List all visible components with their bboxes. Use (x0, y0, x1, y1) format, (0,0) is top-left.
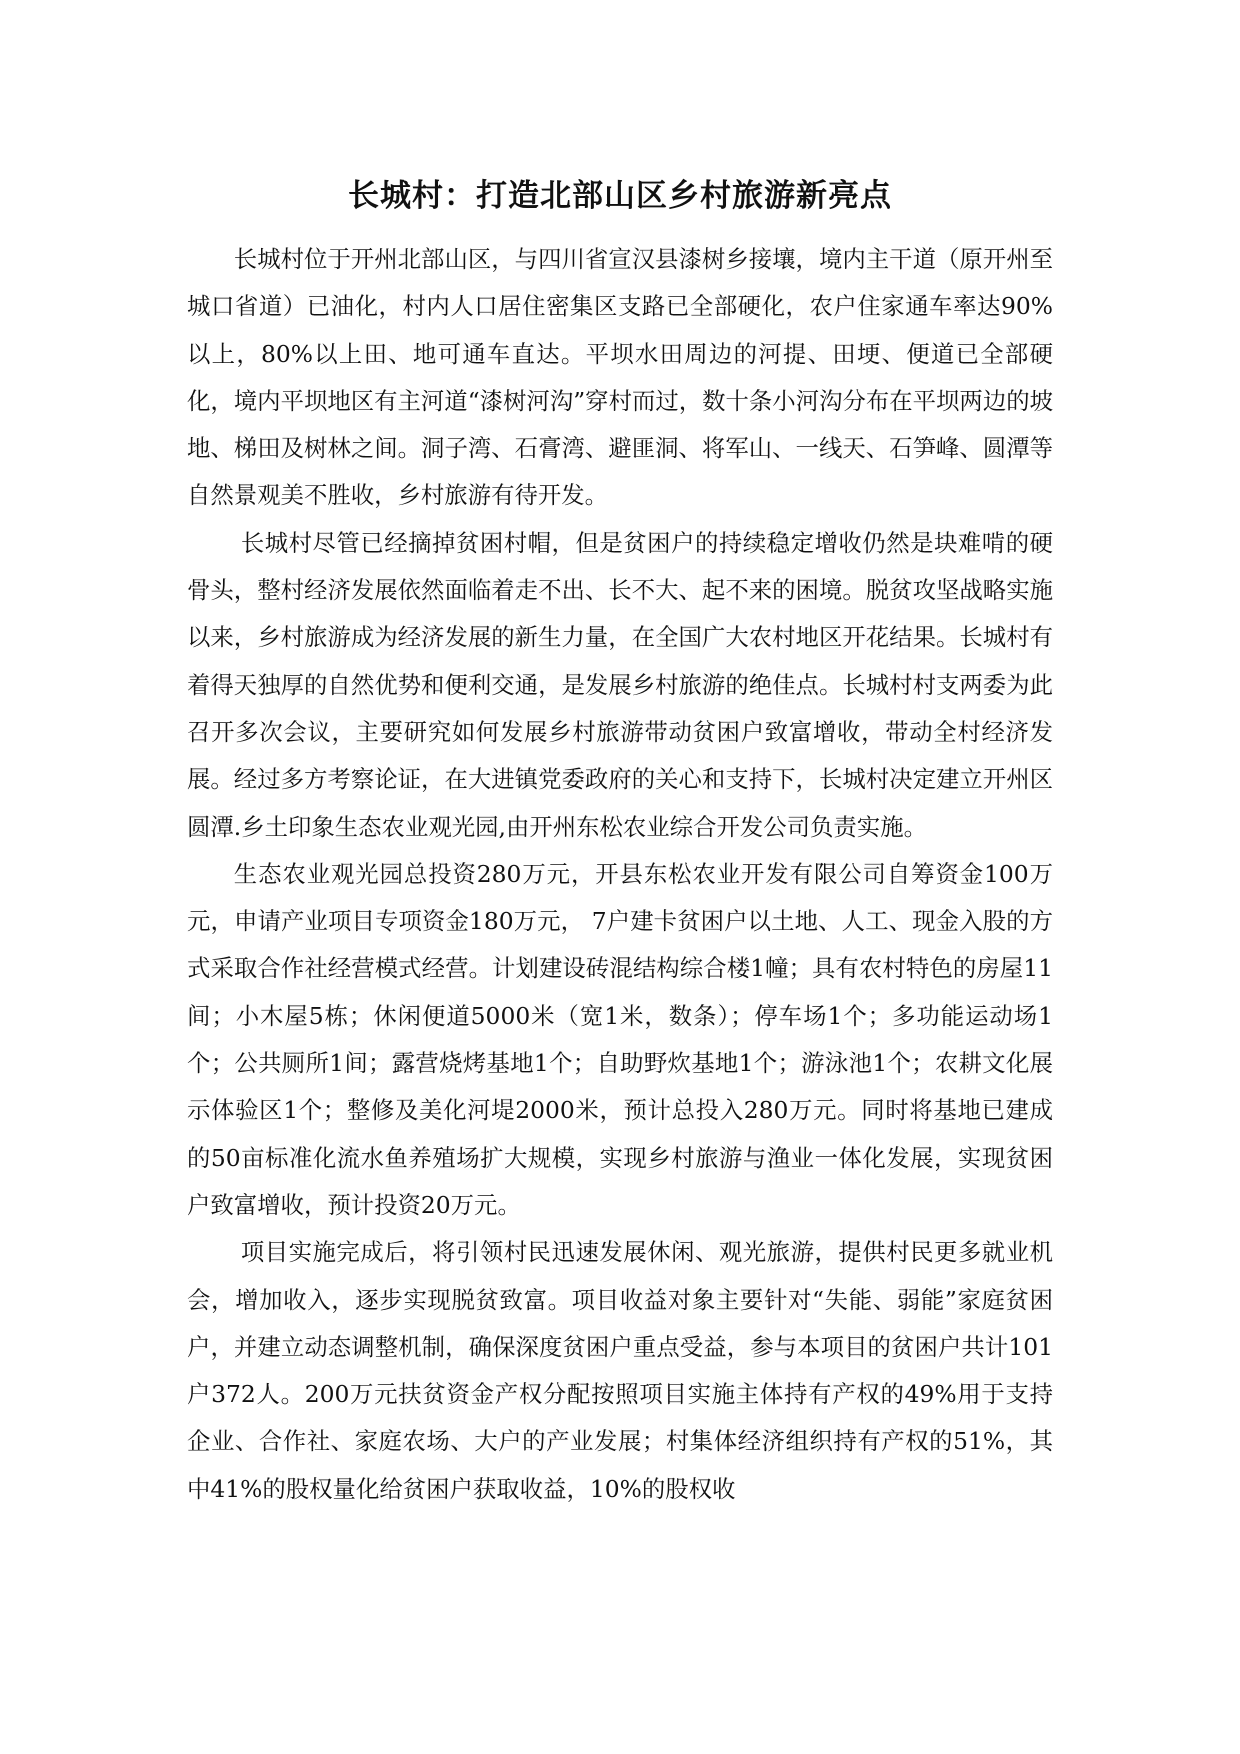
paragraph-background: 长城村尽管已经摘掉贫困村帽，但是贫困户的持续稳定增收仍然是块难啃的硬骨头，整村经济发展依然面临着走不出、长不大、起不来的困境。脱贫攻坚战略实施以来，乡村旅游成为经济发展的新生力量，在全国广大农村地区开花结果。长城村有着得天独厚的自然优势和便利交通，是发展乡村旅游的绝佳点。长城村村支两委为此召开多次会议，主要研究如何发展乡村旅游带动贫困户致富增收，带动全村经济发展。经过多方考察论证，在大进镇党委政府的关心和支持下，长城村决定建立开州区圆潭.乡土印象生态农业观光园,由开州东松农业综合开发公司负责实施。 (187, 528, 1053, 841)
paragraph-location: 长城村位于开州北部山区，与四川省宣汉县漆树乡接壤，境内主干道（原开州至城口省道）已油化，村内人口居住密集区支路已全部硬化，农户住家通车率达90%以上，80%以上田、地可通车直达。平坝水田周边的河提、田埂、便道已全部硬化，境内平坝地区有主河道“漆树河沟”穿村而过，数十条小河沟分布在平坝两边的坡地、梯田及树林之间。洞子湾、石膏湾、避匪洞、将军山、一线天、石笋峰、圆潭等自然景观美不胜收，乡村旅游有待开发。 (187, 245, 1053, 510)
document-body (187, 236, 1053, 1513)
paragraph-benefits: 项目实施完成后，将引领村民迅速发展休闲、观光旅游，提供村民更多就业机会，增加收入，逐步实现脱贫致富。项目收益对象主要针对“失能、弱能”家庭贫困户，并建立动态调整机制，确保深度贫困户重点受益，参与本项目的贫困户共计101户372人。200万元扶贫资金产权分配按照项目实施主体持有产权的49%用于支持企业、合作社、家庭农场、大户的产业发展；村集体经济组织持有产权的51%，其中41%的股权量化给贫困户获取收益，10%的股权收 (187, 1238, 1053, 1503)
document-title: 长城村：打造北部山区乡村旅游新亮点 (348, 178, 892, 214)
paragraph-investment: 生态农业观光园总投资280万元，开县东松农业开发有限公司自筹资金100万元，申请产业项目专项资金180万元， 7户建卡贫困户以土地、人工、现金入股的方式采取合作社经营模式经营。计划建设砖混结构综合楼1幢；具有农村特色的房屋11间；小木屋5栋；休闲便道5000米（宽1米，数条）；停车场1个；多功能运动场1个；公共厕所1间；露营烧烤基地1个；自助野炊基地1个；游泳池1个；农耕文化展示体验区1个；整修及美化河堤2000米，预计总投入280万元。同时将基地已建成的50亩标准化流水鱼养殖场扩大规模，实现乡村旅游与渔业一体化发展，实现贫困户致富增收，预计投资20万元。 (187, 859, 1053, 1219)
